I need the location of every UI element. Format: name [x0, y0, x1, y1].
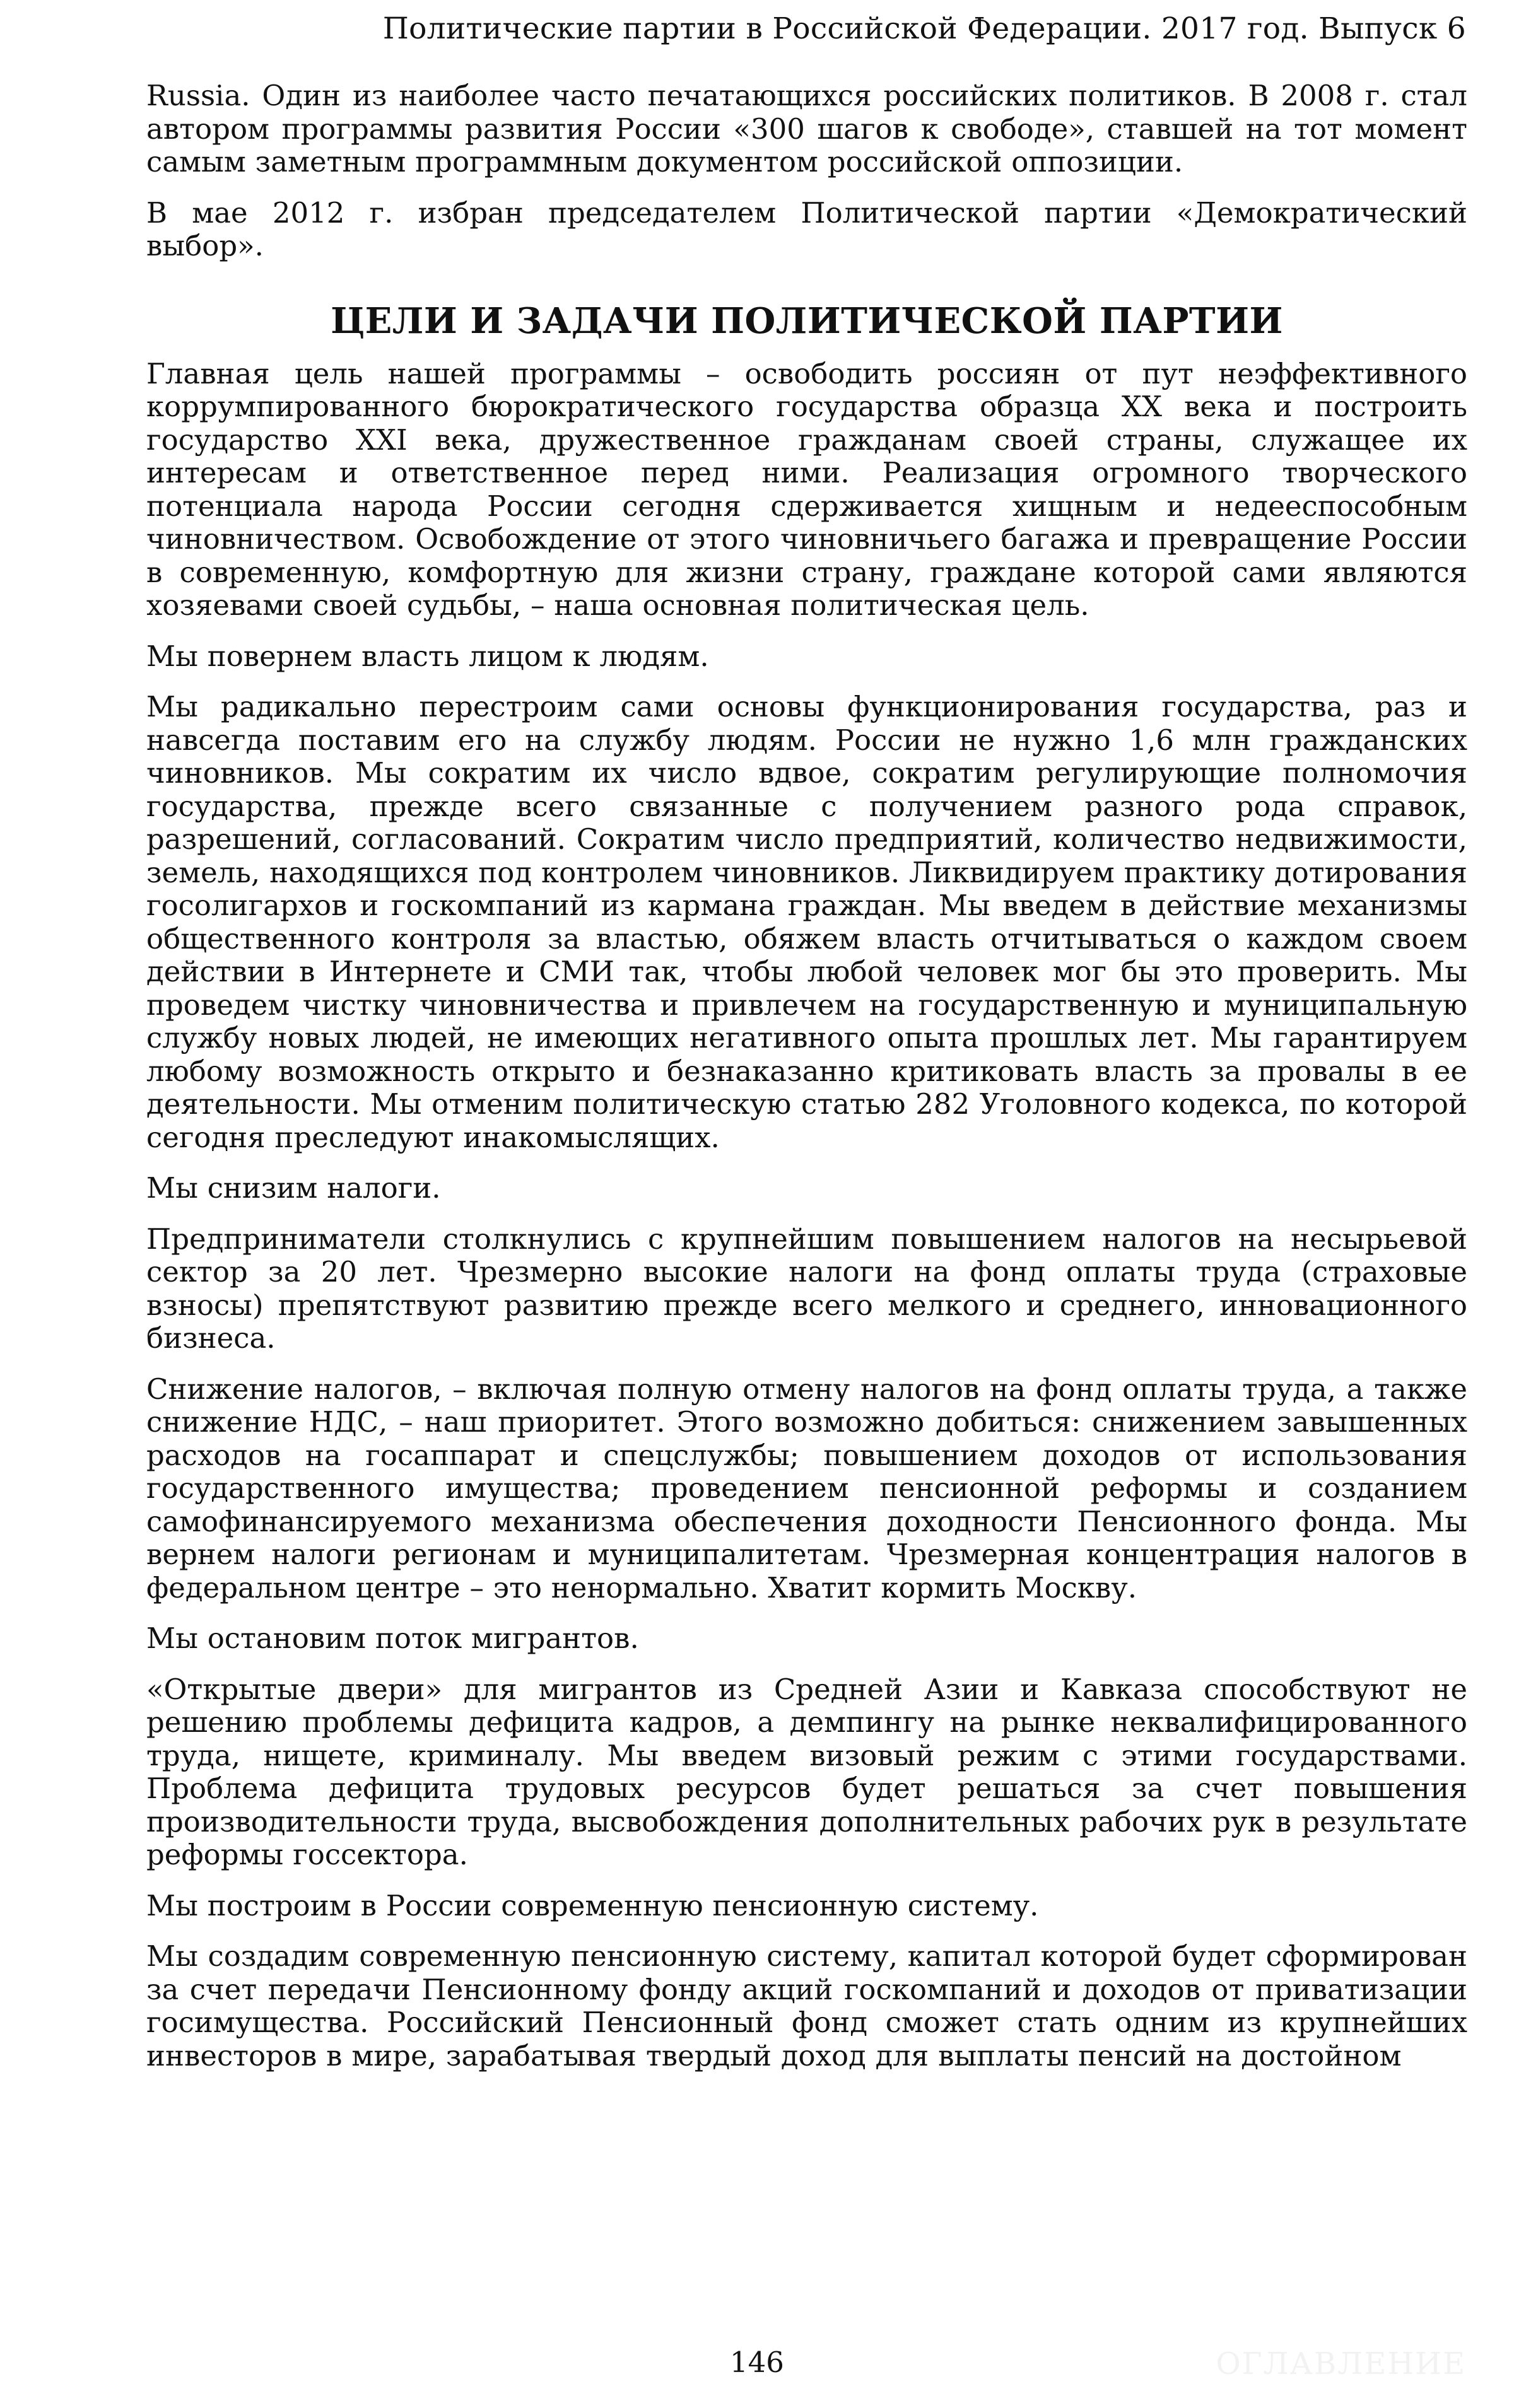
thesis-stop-migrants: Мы остановим поток мигрантов.: [146, 1622, 639, 1655]
table-of-contents-link[interactable]: ОГЛАВЛЕНИЕ: [1216, 2346, 1466, 2382]
paragraph-migration: «Открытые двери» для мигрантов из Средней Азии и Кавказа способствуют не решению проблемы дефицита кадров, а демпингу на рынке неквалифицированного труда, нищете, криминалу. Мы введем визовый режим с этими государствами. Проблема дефицита трудовых ресурсов будет решаться за счет повышения производительности труда, высвобождения дополнительных рабочих рук в результате реформы госсектора.: [146, 1672, 1467, 1871]
thesis-power-to-people: Мы повернем власть лицом к людям.: [146, 639, 709, 673]
paragraph-tax-burden: Предприниматели столкнулись с крупнейшим повышением налогов на несырьевой сектор за 20 лет. Чрезмерно высокие налоги на фонд оплаты труда (страховые взносы) препятствуют развитию прежде всего мелкого и среднего, инновационного бизнеса.: [146, 1222, 1467, 1355]
page-footer: [0, 2344, 1514, 2388]
paragraph-main-goal: Главная цель нашей программы – освободить россиян от пут неэффективного коррумпированного бюрократического государства образца XX века и построить государство XXI века, дружественное гражданам своей страны, служащее их интересам и ответственное перед ними. Реализация огромного творческого потенциала народа России сегодня сдерживается хищным и недееспособным чиновничеством. Освобождение от этого чиновничьего багажа и превращение России в современную, комфортную для жизни страну, граждане которой сами являются хозяевами своей судьбы, – наша основная политическая цель.: [146, 356, 1467, 622]
page-number: 146: [730, 2346, 784, 2379]
thesis-pension-system: Мы построим в России современную пенсионную систему.: [146, 1888, 1039, 1922]
section-heading: ЦЕЛИ И ЗАДАЧИ ПОЛИТИЧЕСКОЙ ПАРТИИ: [331, 300, 1283, 342]
paragraph-state-reform: Мы радикально перестроим сами основы функционирования государства, раз и навсегда поставим его на службу людям. России не нужно 1,6 млн гражданских чиновников. Мы сократим их число вдвое, сократим регулирующие полномочия государства, прежде всего связанные с получением разного рода справок, разрешений, согласований. Сократим число предприятий, количество недвижимости, земель, находящихся под контролем чиновников. Ликвидируем практику дотирования госолигархов и госкомпаний из кармана граждан. Мы введем в действие механизмы общественного контроля за властью, обяжем власть отчитываться о каждом своем действии в Интернете и СМИ так, чтобы любой человек мог бы это проверить. Мы проведем чистку чиновничества и привлечем на государственную и муниципальную службу новых людей, не имеющих негативного опыта прошлых лет. Мы гарантируем любому возможность открыто и безнаказанно критиковать власть за провалы в ее деятельности. Мы отменим политическую статью 282 Уголовного кодекса, по которой сегодня преследуют инакомыслящих.: [146, 690, 1467, 1154]
intro-paragraph-2: В мае 2012 г. избран председателем Политической партии «Демократический выбор».: [146, 196, 1467, 262]
paragraph-tax-reduction: Снижение налогов, – включая полную отмену налогов на фонд оплаты труда, а также снижение НДС, – наш приоритет. Этого возможно добиться: снижением завышенных расходов на госаппарат и спецслужбы; повышением доходов от использования государственного имущества; проведением пенсионной реформы и созданием самофинансируемого механизма обеспечения доходности Пенсионного фонда. Мы вернем налоги регионам и муниципалитетам. Чрезмерная концентрация налогов в федеральном центре – это ненормально. Хватит кормить Москву.: [146, 1372, 1467, 1604]
paragraph-pension-fund: Мы создадим современную пенсионную систему, капитал которой будет сформирован за счет передачи Пенсионному фонду акций госкомпаний и доходов от приватизации госимущества. Российский Пенсионный фонд сможет стать одним из крупнейших инвесторов в мире, зарабатывая твердый доход для выплаты пенсий на достойном: [146, 1939, 1467, 2072]
intro-paragraph-1: Russia. Один из наиболее часто печатающихся российских политиков. В 2008 г. стал автором программы развития России «300 шагов к свободе», ставшей на тот момент самым заметным программным документом российской оппозиции.: [146, 79, 1467, 178]
running-header: Политические партии в Российской Федерации. 2017 год. Выпуск 6: [382, 11, 1466, 46]
page-body: [146, 79, 1467, 2090]
thesis-lower-taxes: Мы снизим налоги.: [146, 1171, 441, 1205]
